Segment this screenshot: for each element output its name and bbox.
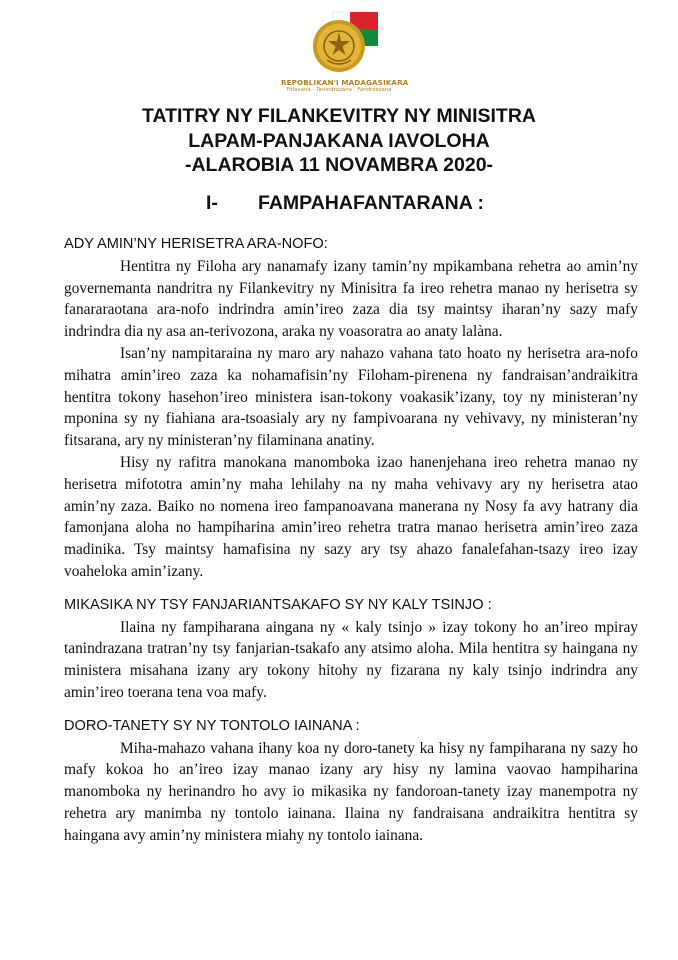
document-body [64, 234, 638, 847]
section-title [206, 192, 484, 215]
emblem-country-name: REPOBLIKAN'I MADAGASIKARA [281, 78, 409, 87]
paragraph: Ilaina ny fampiharana aingana ny « kaly tsinjo » izay tokony ho an’ireo mpiray tanindrazana tratran’ny tsy fanjarian-tsakafo any atsimo aloha. Mila hentitra sy haingana ny ministera misahana izany ary tokony hitohy ny fizarana ny kaly tsinjo indrindra any amin’ireo toerana tena voa mafy. [64, 618, 638, 701]
republic-emblem [281, 8, 409, 94]
section-title-text: FAMPAHAFANTARANA : [258, 192, 485, 214]
paragraph: Isan’ny nampitaraina ny maro ary nahazo vahana tato hoato ny herisetra ara-nofo mihatra amin’ireo zaza ka nohamafisin’ny Filoham-pirenena ny fandraisan’andraikitra hentitra tokony hasehon’ireo ministera isan-tokony voakasik’izany, toy ny ministeran’ny mponina sy ny fiahiana ara-tsoasialy ary ny fampivoarana ny vehivavy, ny ministeran’ny fitsarana, ary ny ministeran’ny filaminana anatiny. [64, 344, 638, 450]
subheading-sexual-violence: ADY AMIN’NY HERISETRA ARA-NOFO: [64, 236, 328, 252]
section-number: I- [206, 192, 218, 214]
subheading-bushfires-environment: DORO-TANETY SY NY TONTOLO IAINANA : [64, 717, 360, 734]
paragraph: Hisy ny rafitra manokana manomboka izao hanenjehana ireo rehetra manao ny herisetra mifototra amin’ny maha lehilahy na ny maha vehivavy ary ny herisetra atao amin’ny zaza. Baiko no nomena ireo fampanoavana manerana ny Nosy fa avy hatrany dia famonjana aloha no hampiharina amin’ireo rehetra tratra manao herisetra amin’ireo zaza madinika. Tsy maintsy hamafisina ny sazy ary tsy ahazo fanalefahan-tsazy ireo izay voaheloka amin’izany. [64, 453, 638, 580]
paragraph: Hentitra ny Filoha ary nanamafy izany tamin’ny mpikambana rehetra ao amin’ny governemanta nandritra ny Filankevitry ny Minisitra fa ireo rehetra manao ny herisetra sy fanararaotana ara-nofo indrindra amin’ireo zaza dia tsy maintsy iharan’ny sazy mafy indrindra dia ny asa an-terivozona, araka ny voasoratra ao anaty lalàna. [64, 257, 638, 341]
header-line-2: LAPAM-PANJAKANA IAVOLOHA [188, 129, 490, 152]
document-header [0, 104, 678, 178]
header-line-1: TATITRY NY FILANKEVITRY NY MINISITRA [142, 105, 536, 127]
emblem-motto: Fitiavana - Tanindrazana - Fandrosoana [286, 87, 392, 93]
emblem-seal-and-flag-icon [281, 8, 397, 78]
paragraph: Miha-mahazo vahana ihany koa ny doro-tanety ka hisy ny fampiharana ny sazy ho mafy kokoa ho an’ireo izay manao izany ary hisy ny lamina vaovao hampiharina manomboka ny herinandro ho avy io mikasika ny fandoroan-tanety izay manempotra ny rehetra ary manimba ny tontolo iainana. Ilaina ny fandraisana andraikitra hentitra sy haingana avy amin’ny ministera miahy ny tontolo iainana. [64, 739, 638, 844]
header-line-3: -ALAROBIA 11 NOVAMBRA 2020- [184, 154, 494, 176]
subheading-malnutrition: MIKASIKA NY TSY FANJARIANTSAKAFO SY NY KALY TSINJO : [64, 596, 492, 613]
